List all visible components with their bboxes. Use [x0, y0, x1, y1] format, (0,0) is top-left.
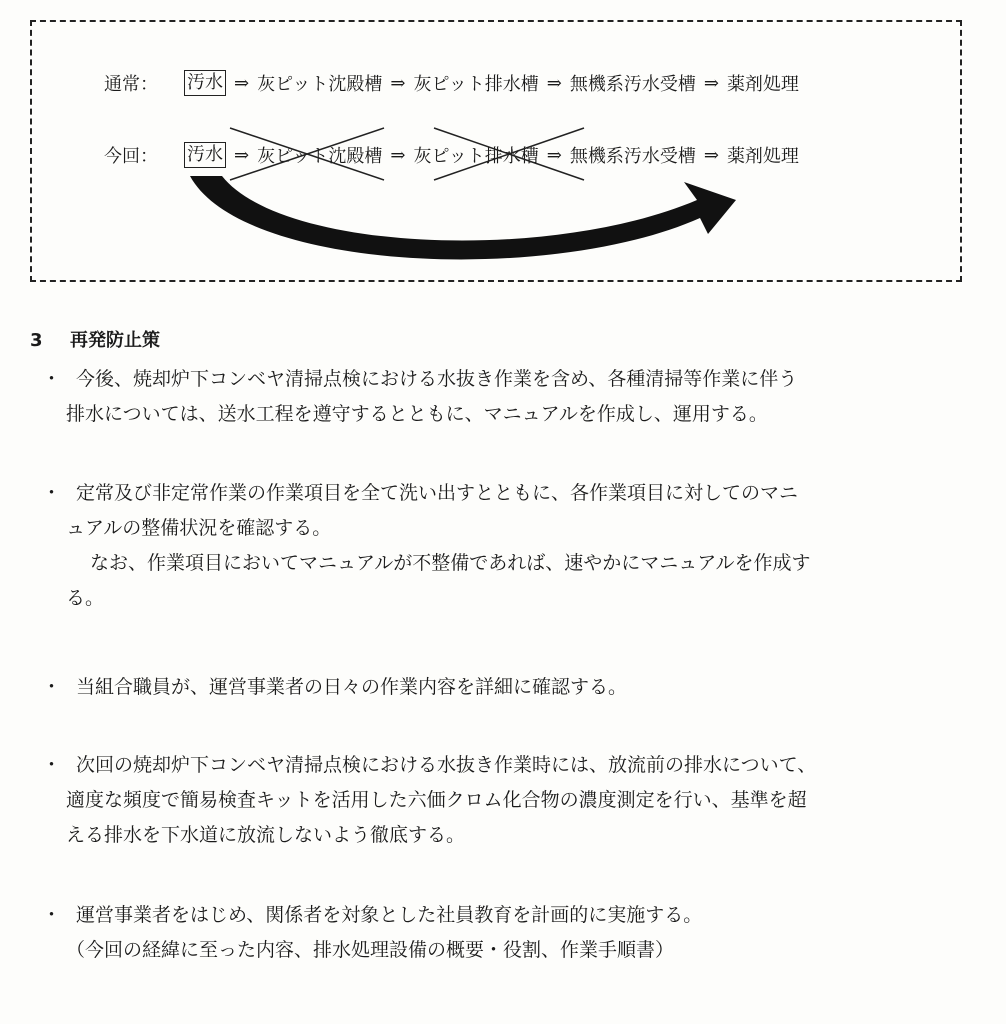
- section-title: 再発防止策: [70, 330, 160, 351]
- flow-diagram-box: [30, 20, 962, 282]
- bullet-mark: ・: [42, 754, 62, 776]
- item-note: る。: [66, 587, 105, 609]
- flow-arrow: ⇒: [703, 72, 719, 94]
- item-text: 運営事業者をはじめ、関係者を対象とした社員教育を計画的に実施する。: [76, 904, 703, 926]
- flow-step-crossed: 灰ピット沈殿槽: [257, 146, 383, 167]
- bullet-mark: ・: [42, 368, 62, 390]
- flow-arrow: ⇒: [234, 144, 250, 166]
- list-item: [42, 670, 966, 705]
- section-number: 3: [30, 330, 43, 351]
- flow-step: 薬剤処理: [726, 74, 799, 95]
- bullet-mark: ・: [42, 904, 62, 926]
- flow-step: 無機系汚水受槽: [569, 74, 696, 95]
- bypass-arrow-icon: [190, 176, 736, 259]
- flow-start-normal: 汚水: [184, 70, 226, 96]
- item-text: える排水を下水道に放流しないよう徹底する。: [66, 824, 466, 846]
- flow-label-this-time: 今回：: [104, 146, 158, 167]
- flow-arrow: ⇒: [390, 72, 406, 94]
- flow-label-normal: 通常：: [104, 74, 158, 95]
- item-text: 今後、焼却炉下コンベヤ清掃点検における水抜き作業を含め、各種清掃等作業に伴う: [76, 368, 798, 390]
- bullet-mark: ・: [42, 482, 62, 504]
- bullet-mark: ・: [42, 676, 62, 698]
- flow-step: 灰ピット沈殿槽: [257, 74, 383, 95]
- flow-start-this-time: 汚水: [184, 142, 226, 168]
- section-heading: [30, 326, 160, 352]
- item-text: （今回の経緯に至った内容、排水処理設備の概要・役割、作業手順書）: [66, 939, 675, 961]
- flow-arrow: ⇒: [703, 144, 719, 166]
- list-item: [42, 748, 966, 853]
- flow-step: 薬剤処理: [726, 146, 799, 167]
- flow-step-crossed: 灰ピット排水槽: [413, 146, 539, 167]
- item-text: ュアルの整備状況を確認する。: [66, 517, 332, 539]
- item-note: なお、作業項目においてマニュアルが不整備であれば、速やかにマニュアルを作成す: [90, 552, 811, 574]
- item-text: 定常及び非定常作業の作業項目を全て洗い出すとともに、各作業項目に対してのマニ: [76, 482, 799, 504]
- bypass-arrow-graphic: [32, 22, 964, 284]
- list-item: [42, 898, 966, 968]
- flow-arrow: ⇒: [234, 72, 250, 94]
- flow-step: 灰ピット排水槽: [413, 74, 539, 95]
- item-text: 次回の焼却炉下コンベヤ清掃点検における水抜き作業時には、放流前の排水について、: [76, 754, 817, 776]
- flow-step: 無機系汚水受槽: [569, 146, 696, 167]
- list-item: [42, 476, 966, 616]
- flow-arrow: ⇒: [546, 144, 562, 166]
- list-item: [42, 362, 966, 432]
- flow-arrow: ⇒: [546, 72, 562, 94]
- item-text: 適度な頻度で簡易検査キットを活用した六価クロム化合物の濃度測定を行い、基準を超: [66, 789, 807, 811]
- item-text: 排水については、送水工程を遵守するとともに、マニュアルを作成し、運用する。: [66, 403, 768, 425]
- flow-arrow: ⇒: [390, 144, 406, 166]
- item-text: 当組合職員が、運営事業者の日々の作業内容を詳細に確認する。: [76, 676, 628, 698]
